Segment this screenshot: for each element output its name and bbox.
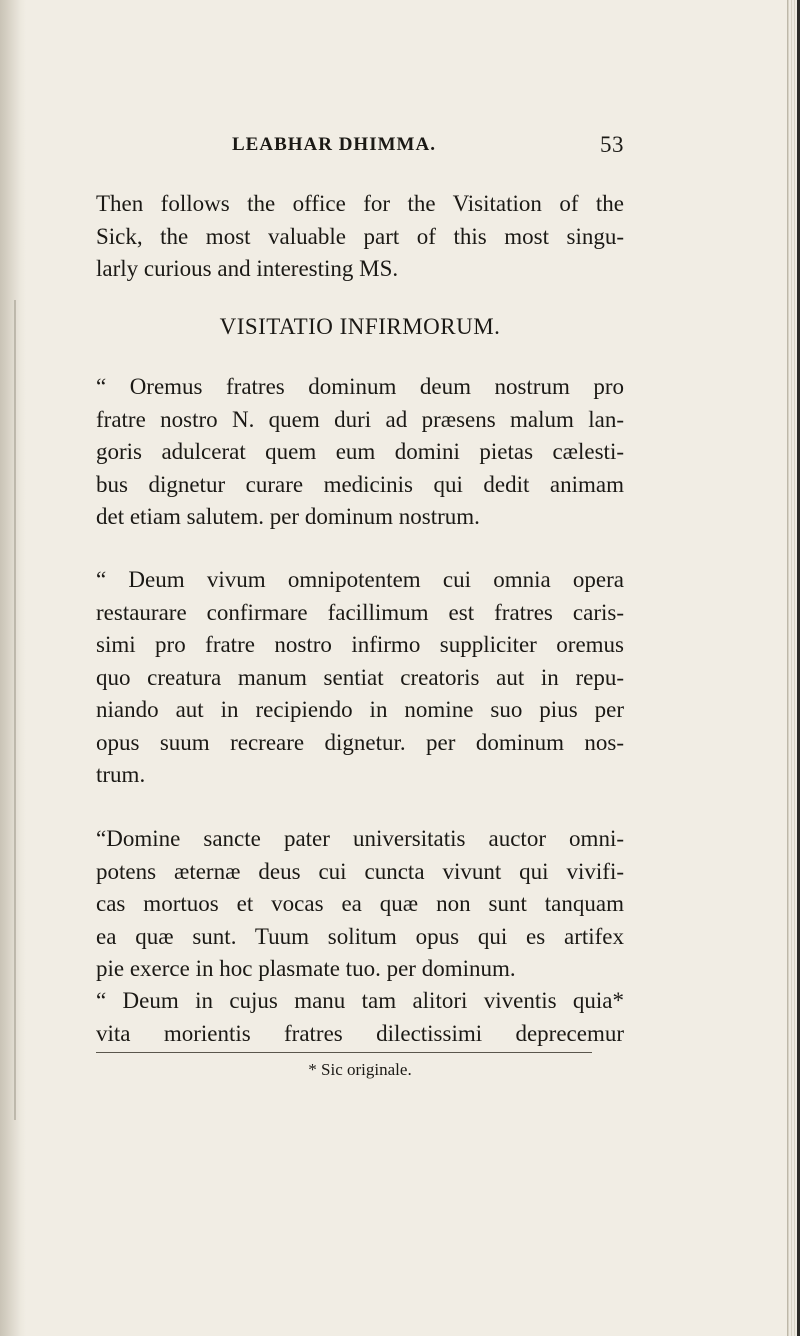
text-line: trum. bbox=[96, 762, 146, 787]
text-line: cas mortuos et vocas ea quæ non sunt tanquam bbox=[96, 891, 624, 916]
text-line: pie exerce in hoc plasmate tuo. per dominum. bbox=[96, 956, 516, 981]
text-line: quo creatura manum sentiat creatoris aut in repu- bbox=[96, 664, 624, 690]
prayer-paragraph-1 bbox=[96, 371, 624, 534]
text-line: det etiam salutem. per dominum nostrum. bbox=[96, 504, 480, 529]
book-binding-shadow bbox=[0, 0, 26, 1336]
text-line: ea quæ sunt. Tuum solitum opus qui es artifex bbox=[96, 923, 624, 949]
prayer-paragraph-4 bbox=[96, 985, 624, 1050]
text-line: larly curious and interesting MS. bbox=[96, 256, 399, 281]
footnote-rule bbox=[96, 1052, 592, 1053]
text-line: Then follows the office for the Visitation of the bbox=[96, 191, 624, 216]
text-line: restaurare confirmare facillimum est fratres caris- bbox=[96, 599, 624, 625]
text-line: “ Deum vivum omnipotentem cui omnia opera bbox=[96, 567, 624, 592]
text-line: “ Deum in cujus manu tam alitori viventis quia* bbox=[96, 988, 624, 1013]
text-line: “ Oremus fratres dominum deum nostrum pro bbox=[96, 374, 624, 399]
text-line: opus suum recreare dignetur. per dominum nos- bbox=[96, 729, 624, 755]
text-line: simi pro fratre nostro infirmo suppliciter oremus bbox=[96, 632, 624, 657]
prayer-paragraph-2 bbox=[96, 564, 624, 792]
binding-crease bbox=[14, 300, 16, 1120]
text-line: vita morientis fratres dilectissimi deprecemur bbox=[96, 1020, 624, 1046]
text-line: Sick, the most valuable part of this most singu- bbox=[96, 223, 624, 249]
footnote: * Sic originale. bbox=[308, 1060, 412, 1079]
text-line: goris adulcerat quem eum domini pietas cælesti- bbox=[96, 439, 624, 464]
text-line: potens æternæ deus cui cuncta vivunt qui vivifi- bbox=[96, 858, 624, 884]
running-head: LEABHAR DHIMMA. bbox=[232, 134, 436, 155]
section-heading: VISITATIO INFIRMORUM. bbox=[219, 314, 501, 339]
page-number: 53 bbox=[600, 132, 624, 157]
text-line: niando aut in recipiendo in nomine suo pius per bbox=[96, 697, 624, 722]
page-header bbox=[96, 134, 624, 164]
text-line: bus dignetur curare medicinis qui dedit animam bbox=[96, 471, 624, 497]
prayer-paragraph-3 bbox=[96, 823, 624, 986]
intro-paragraph bbox=[96, 188, 624, 286]
text-line: “Domine sancte pater universitatis auctor omni- bbox=[96, 826, 624, 851]
text-line: fratre nostro N. quem duri ad præsens malum lan- bbox=[96, 406, 624, 432]
